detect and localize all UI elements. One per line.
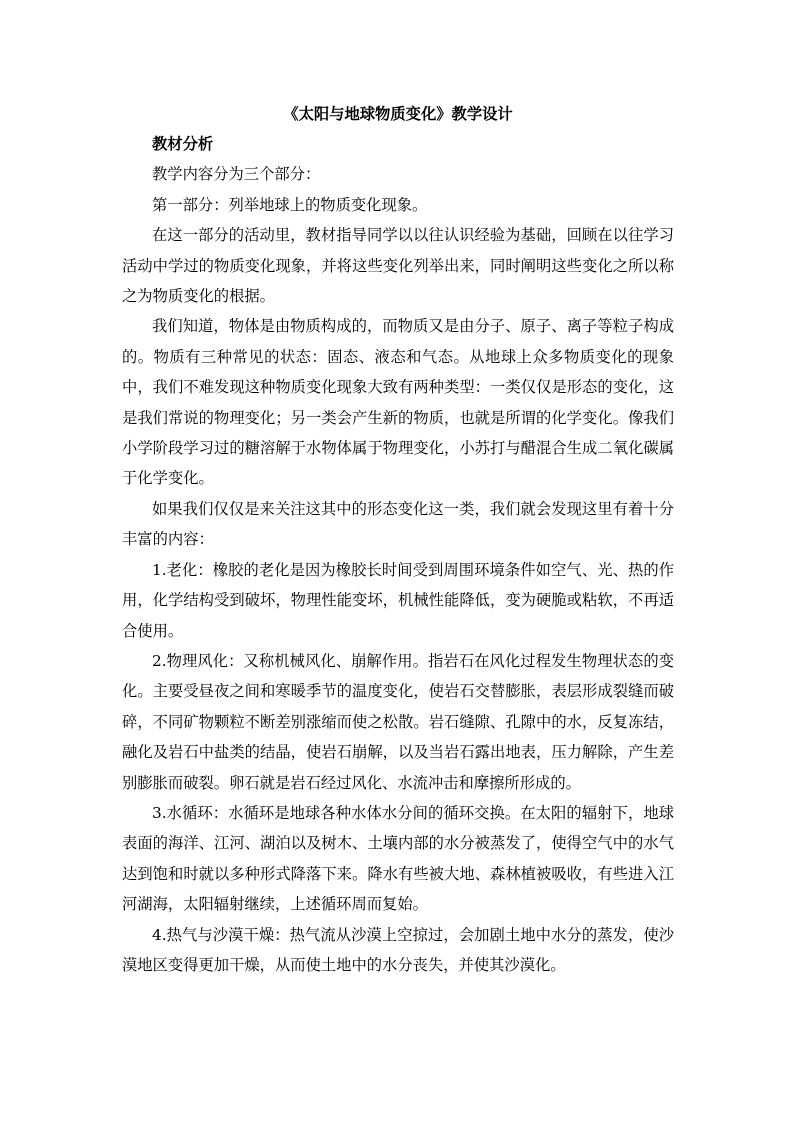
document-page: [122, 100, 674, 980]
section-heading: 教材分析: [152, 135, 214, 153]
paragraph-form-changes: 如果我们仅仅是来关注这其中的形态变化这一类，我们就会发现这里有着十分丰富的内容：: [122, 499, 674, 549]
paragraph-part-one: 第一部分：列举地球上的物质变化现象。: [152, 195, 428, 214]
paragraph-activity: 在这一部分的活动里，教材指导同学以以往认识经验为基础，回顾在以往学习活动中学过的物质变化现象，并将这些变化列举出来，同时阐明这些变化之所以称之为物质变化的根据。: [122, 226, 674, 306]
paragraph-intro: 教学内容分为三个部分：: [152, 165, 321, 184]
paragraph-water-cycle: 3.水循环：水循环是地球各种水体水分间的循环交换。在太阳的辐射下，地球表面的海洋、江河、湖泊以及树木、土壤内部的水分被蒸发了，使得空气中的水气达到饱和时就以多种形式降落下来。降水有些被大地、森林植被吸收，有些进入江河湖海，太阳辐射继续，上述循环周而复始。: [122, 803, 674, 914]
paragraph-desert: 4.热气与沙漠干燥：热气流从沙漠上空掠过，会加剧土地中水分的蒸发，使沙漠地区变得更加干燥，从而使土地中的水分丧失，并使其沙漠化。: [122, 925, 674, 974]
paragraph-weathering: 2.物理风化：又称机械风化、崩解作用。指岩石在风化过程发生物理状态的变化。主要受昼夜之间和寒暖季节的温度变化，使岩石交替膨胀，表层形成裂缝而破碎，不同矿物颗粒不断差别涨缩而使之松散。岩石缝隙、孔隙中的水，反复冻结，融化及岩石中盐类的结晶，使岩石崩解，以及当岩石露出地表，压力解除，产生差别膨胀而破裂。卵石就是岩石经过风化、水流冲击和摩擦所形成的。: [122, 651, 674, 792]
paragraph-matter-states: 我们知道，物体是由物质构成的，而物质又是由分子、原子、离子等粒子构成的。物质有三种常见的状态：固态、液态和气态。从地球上众多物质变化的现象中，我们不难发现这种物质变化现象大致有两种类型：一类仅仅是形态的变化，这是我们常说的物理变化；另一类会产生新的物质，也就是所谓的化学变化。像我们小学阶段学习过的糖溶解于水物体属于物理变化，小苏打与醋混合生成二氧化碳属于化学变化。: [122, 317, 674, 488]
paragraph-aging: 1.老化：橡胶的老化是因为橡胶长时间受到周围环境条件如空气、光、热的作用，化学结构受到破坏，物理性能变坏，机械性能降低，变为硬脆或粘软，不再适合使用。: [122, 560, 674, 640]
document-title: 《太阳与地球物质变化》教学设计: [283, 105, 513, 123]
